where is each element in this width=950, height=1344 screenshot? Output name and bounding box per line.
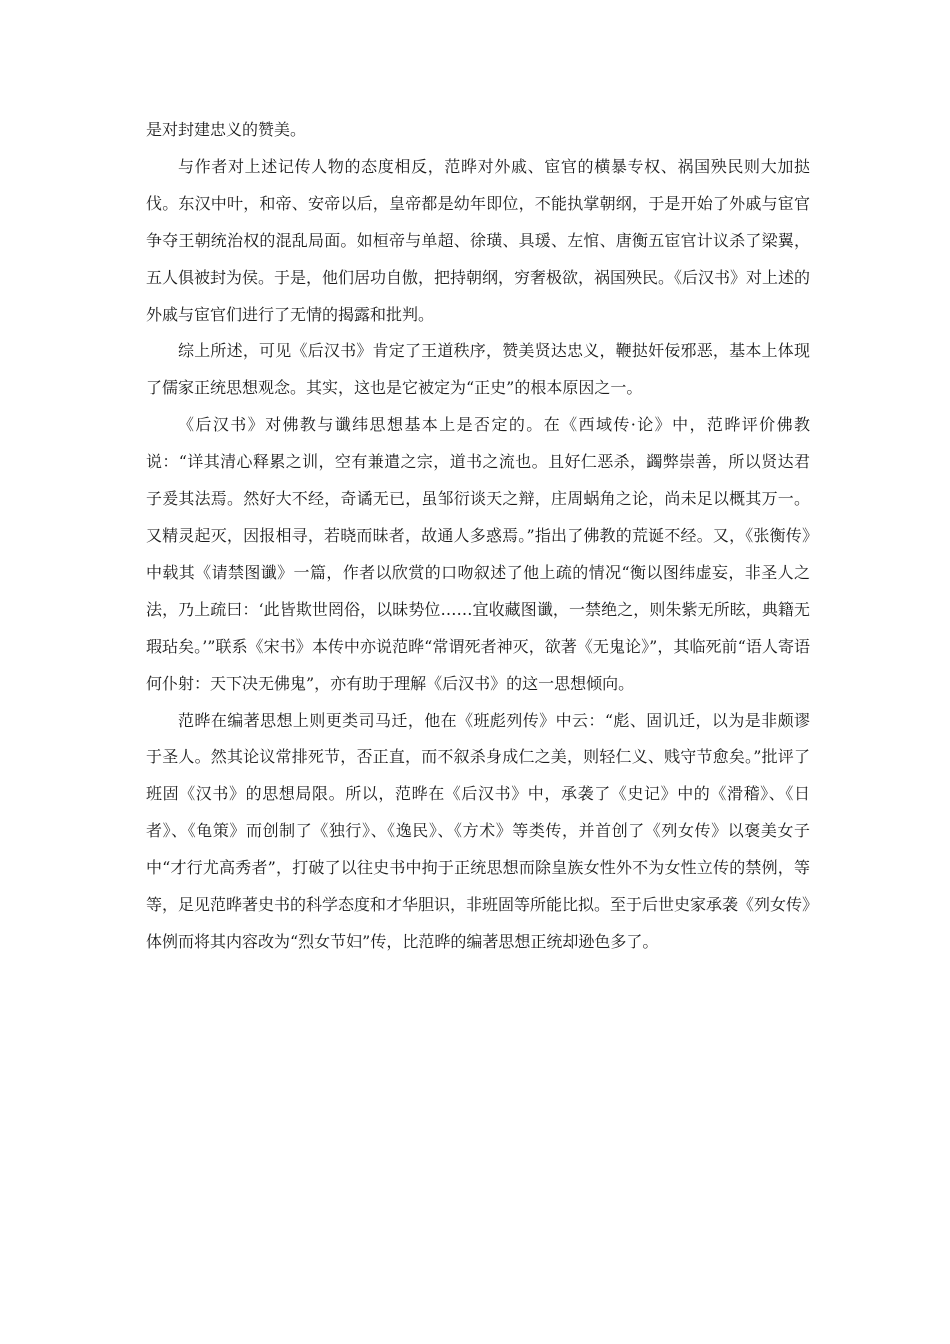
paragraph-continuation: 是对封建忠义的赞美。 (146, 120, 307, 139)
paragraph-buddhism-prophecy: 《后汉书》对佛教与谶纬思想基本上是否定的。在《西域传·论》中，范晔评价佛教说：“详其清心释累之训，空有兼遣之宗，道书之流也。且好仁恶杀，蠲弊崇善，所以贤达君子爰其法焉。然好大不经，奇谲无已，虽邹衍谈天之辩，庄周蜗角之论，尚未足以概其万一。又精灵起灭，因报相寻，若晓而昧者，故通人多惑焉。”指出了佛教的荒诞不经。又，《张衡传》中载其《请禁图谶》一篇，作者以欣赏的口吻叙述了他上疏的情况“衡以图纬虚妄，非圣人之法，乃上疏曰：‘此皆欺世罔俗，以昧势位……宜收藏图谶，一禁绝之，则朱紫无所眩，典籍无瑕玷矣。’”联系《宋书》本传中亦说范晔“常谓死者神灭，欲著《无鬼论》”，其临死前“语人寄语何仆射：天下决无佛鬼”，亦有助于理解《后汉书》的这一思想倾向。 (146, 415, 810, 693)
paragraph-summary: 综上所述，可见《后汉书》肯定了王道秩序，赞美贤达忠义，鞭挞奸佞邪恶，基本上体现了儒家正统思想观念。其实，这也是它被定为“正史”的根本原因之一。 (146, 341, 810, 398)
paragraph-eunuchs-critique: 与作者对上述记传人物的态度相反，范晔对外戚、宦官的横暴专权、祸国殃民则大加挞伐。东汉中叶，和帝、安帝以后，皇帝都是幼年即位，不能执掌朝纲，于是开始了外戚与宦官争夺王朝统治权的混乱局面。如桓帝与单超、徐璜、具瑗、左悺、唐衡五宦官计议杀了梁翼，五人俱被封为侯。于是，他们居功自傲，把持朝纲，穷奢极欲，祸国殃民。《后汉书》对上述的外戚与宦官们进行了无情的揭露和批判。 (146, 156, 811, 324)
document-body (146, 112, 810, 961)
paragraph-compilation-thought: 范晔在编著思想上则更类司马迁，他在《班彪列传》中云：“彪、固讥迁，以为是非颇谬于圣人。然其论议常排死节，否正直，而不叙杀身成仁之美，则轻仁义、贱守节愈矣。”批评了班固《汉书》的思想局限。所以，范晔在《后汉书》中，承袭了《史记》中的《滑稽》、《日者》、《龟策》而创制了《独行》、《逸民》、《方术》等类传，并首创了《列女传》以褒美女子中“才行尤高秀者”，打破了以往史书中拘于正统思想而除皇族女性外不为女性立传的禁例，等等，足见范晔著史书的科学态度和才华胆识，非班固等所能比拟。至于后世史家承袭《列女传》体例而将其内容改为“烈女节妇”传，比范晔的编著思想正统却逊色多了。 (146, 710, 811, 951)
